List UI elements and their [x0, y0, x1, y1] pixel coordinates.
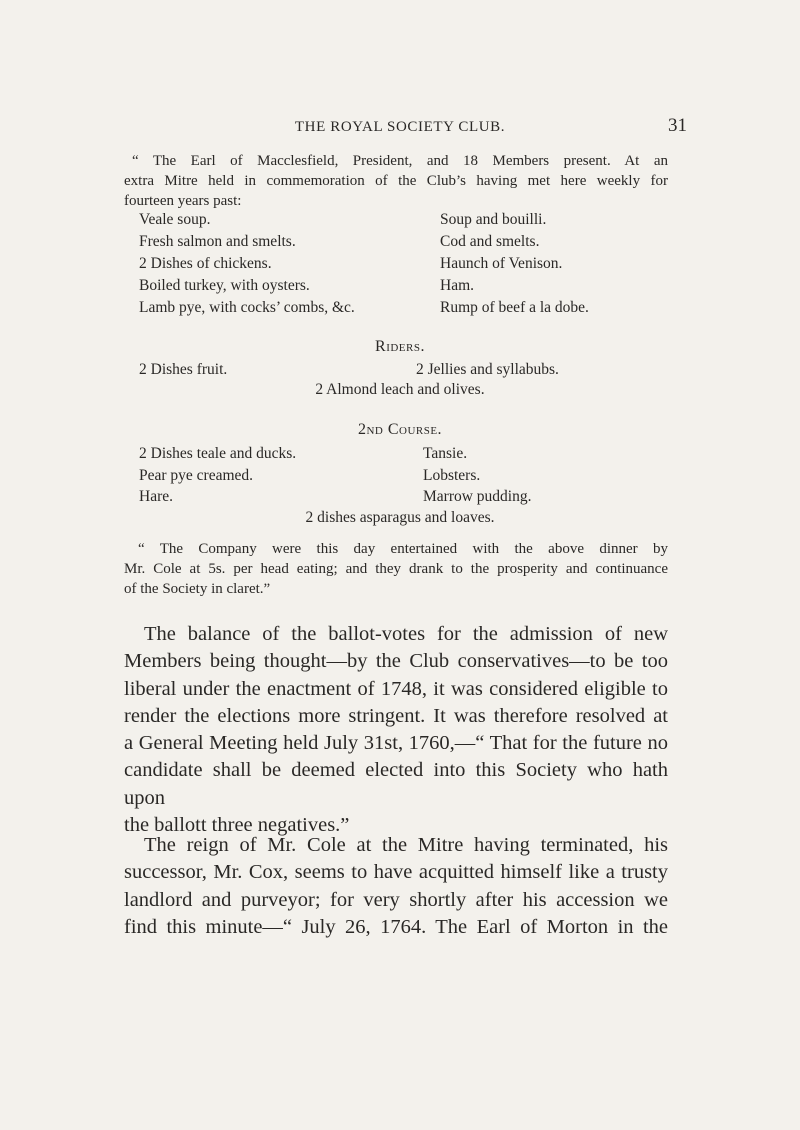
- menu-item: Tansie.: [423, 445, 468, 462]
- reign-paragraph: [124, 832, 668, 941]
- text-line: of the Society in claret.”: [124, 581, 271, 597]
- text-line: Members being thought—by the Club conservatives—to be too: [124, 650, 668, 673]
- text-line: fourteen years past:: [124, 193, 242, 209]
- menu-item: Pear pye creamed.: [139, 467, 254, 484]
- text-line: Mr. Cole at 5s. per head eating; and they drank to the prosperity and continuance: [124, 561, 668, 577]
- text-line: successor, Mr. Cox, seems to have acquitted himself like a trusty: [124, 861, 668, 884]
- menu-item: Rump of beef a la dobe.: [440, 299, 589, 316]
- running-header: THE ROYAL SOCIETY CLUB.: [294, 119, 506, 135]
- text-line: The balance of the ballot-votes for the admission of new: [144, 623, 668, 645]
- menu-item: 2 Dishes fruit.: [139, 361, 228, 378]
- menu-item: 2 Almond leach and olives.: [315, 381, 485, 398]
- text-line: find this minute—“ July 26, 1764. The Earl of Morton in the: [124, 915, 668, 938]
- text-line: a General Meeting held July 31st, 1760,—“ That for the future no: [124, 732, 668, 755]
- second-course-heading: 2nd Course.: [357, 421, 443, 438]
- text-line: the ballott three negatives.”: [124, 814, 350, 837]
- menu-item: 2 Dishes of chickens.: [139, 255, 272, 272]
- text-line: candidate shall be deemed elected into this Society who hath upon: [124, 759, 668, 809]
- text-line: render the elections more stringent. It was therefore resolved at: [124, 704, 668, 727]
- company-note: [124, 539, 668, 599]
- text-line: “ The Company were this day entertained with the above dinner by: [138, 541, 668, 557]
- menu-item: Boiled turkey, with oysters.: [139, 277, 310, 294]
- menu-item: Fresh salmon and smelts.: [139, 233, 296, 250]
- text-line: liberal under the enactment of 1748, it was considered eligible to: [124, 677, 668, 700]
- page-number: 31: [668, 115, 687, 136]
- menu-item: Lobsters.: [423, 467, 481, 484]
- menu-item: Marrow pudding.: [423, 488, 532, 505]
- ballot-paragraph: [124, 621, 668, 839]
- menu-item: Soup and bouilli.: [440, 211, 547, 228]
- intro-paragraph: [124, 151, 668, 211]
- riders-heading: Riders.: [375, 338, 425, 355]
- text-line: landlord and purveyor; for very shortly after his accession we: [124, 888, 668, 911]
- text-line: The reign of Mr. Cole at the Mitre having terminated, his: [144, 834, 668, 856]
- menu-item: Hare.: [139, 488, 173, 505]
- menu-item: 2 Dishes teale and ducks.: [139, 445, 297, 462]
- menu-item: Ham.: [440, 277, 475, 294]
- menu-item: Veale soup.: [139, 211, 211, 228]
- text-line: “ The Earl of Macclesfield, President, and 18 Members present. At an: [132, 153, 668, 169]
- menu-item: Cod and smelts.: [440, 233, 540, 250]
- text-line: extra Mitre held in commemoration of the Club’s having met here weekly for: [124, 173, 668, 189]
- menu-item: 2 Jellies and syllabubs.: [416, 361, 559, 378]
- menu-item: Haunch of Venison.: [440, 255, 563, 272]
- menu-item: Lamb pye, with cocks’ combs, &c.: [139, 299, 355, 316]
- menu-item: 2 dishes asparagus and loaves.: [305, 509, 495, 526]
